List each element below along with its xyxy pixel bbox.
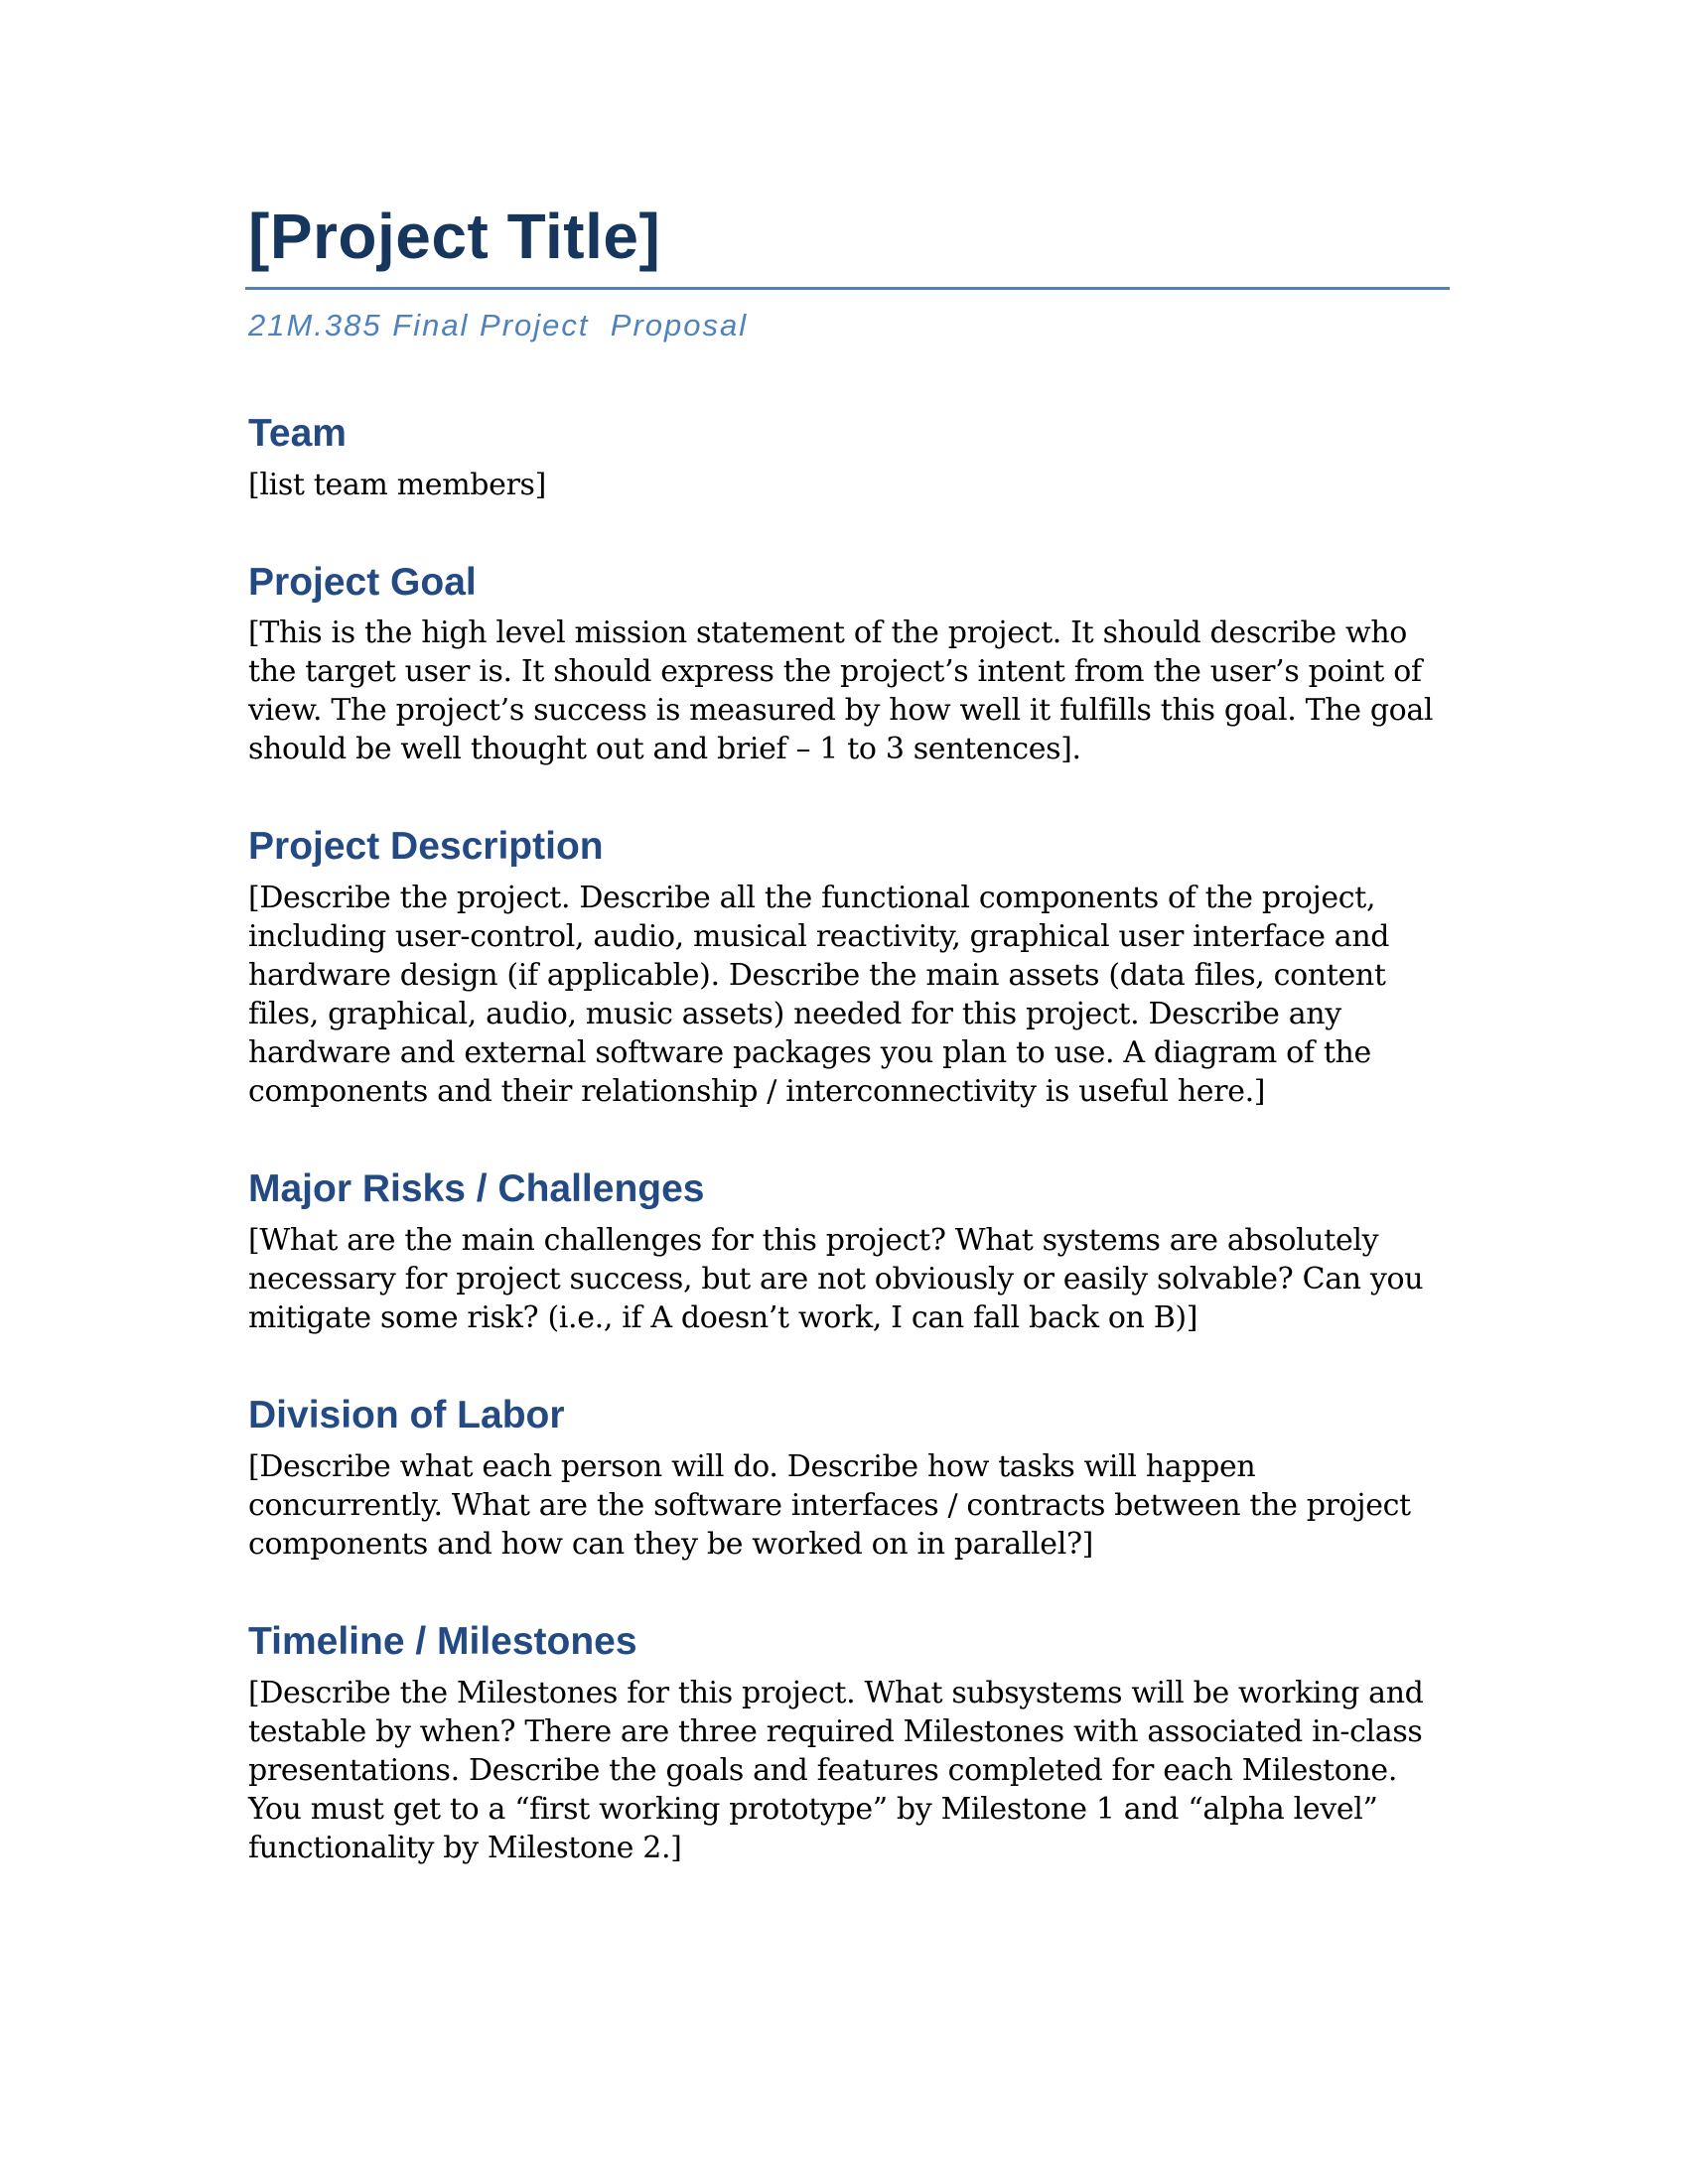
section-heading-timeline-milestones: Timeline / Milestones xyxy=(248,1619,637,1663)
document-content xyxy=(248,199,1450,1867)
document-title: [Project Title] xyxy=(248,201,661,272)
section-heading-major-risks: Major Risks / Challenges xyxy=(248,1167,705,1211)
section-body-timeline-milestones: [Describe the Milestones for this project. What subsystems will be working and testable by when? There are three required Milestones with associated in-class presentations. Describe the goals and features completed for each Milestone. You must get to a “first working prototype” by Milestone 1 and “alpha level” functionality by Milestone 2.] xyxy=(248,1675,1424,1865)
section-body-division-of-labor: [Describe what each person will do. Describe how tasks will happen concurrently. What are the software interfaces / contracts between the project components and how can they be worked on in parallel?] xyxy=(248,1448,1411,1562)
document-subtitle: 21M.385 Final Project Proposal xyxy=(248,307,749,342)
section-project-description xyxy=(248,824,1450,1111)
section-timeline-milestones xyxy=(248,1619,1450,1867)
section-heading-division-of-labor: Division of Labor xyxy=(248,1393,565,1436)
section-heading-project-description: Project Description xyxy=(248,825,604,869)
section-body-project-description: [Describe the project. Describe all the functional components of the project, including user-control, audio, musical reactivity, graphical user interface and hardware design (if applicable). Describe the main assets (data files, content files, graphical, audio, music assets) needed for this project. Describe any hardware and external software packages you plan to use. A diagram of the components and their relationship / interconnectivity is useful here.] xyxy=(248,881,1390,1110)
section-body-major-risks: [What are the main challenges for this project? What systems are absolutely necessary for project success, but are not obviously or easily solvable? Can you mitigate some risk? (i.e., if A doesn’t work, I can fall back on B)] xyxy=(248,1222,1424,1335)
title-underline-rule xyxy=(245,287,1450,290)
section-team xyxy=(248,411,1450,504)
section-division-of-labor xyxy=(248,1393,1450,1564)
section-heading-project-goal: Project Goal xyxy=(248,560,477,604)
section-heading-team: Team xyxy=(248,411,347,455)
section-project-goal xyxy=(248,560,1450,769)
section-body-project-goal: [This is the high level mission statement of the project. It should describe who the target user is. It should express the project’s intent from the user’s point of view. The project’s success is measured by how well it fulfills this goal. The goal should be well thought out and brief – 1 to 3 sentences]. xyxy=(248,615,1434,767)
section-major-risks xyxy=(248,1166,1450,1337)
section-body-team: [list team members] xyxy=(248,467,546,502)
